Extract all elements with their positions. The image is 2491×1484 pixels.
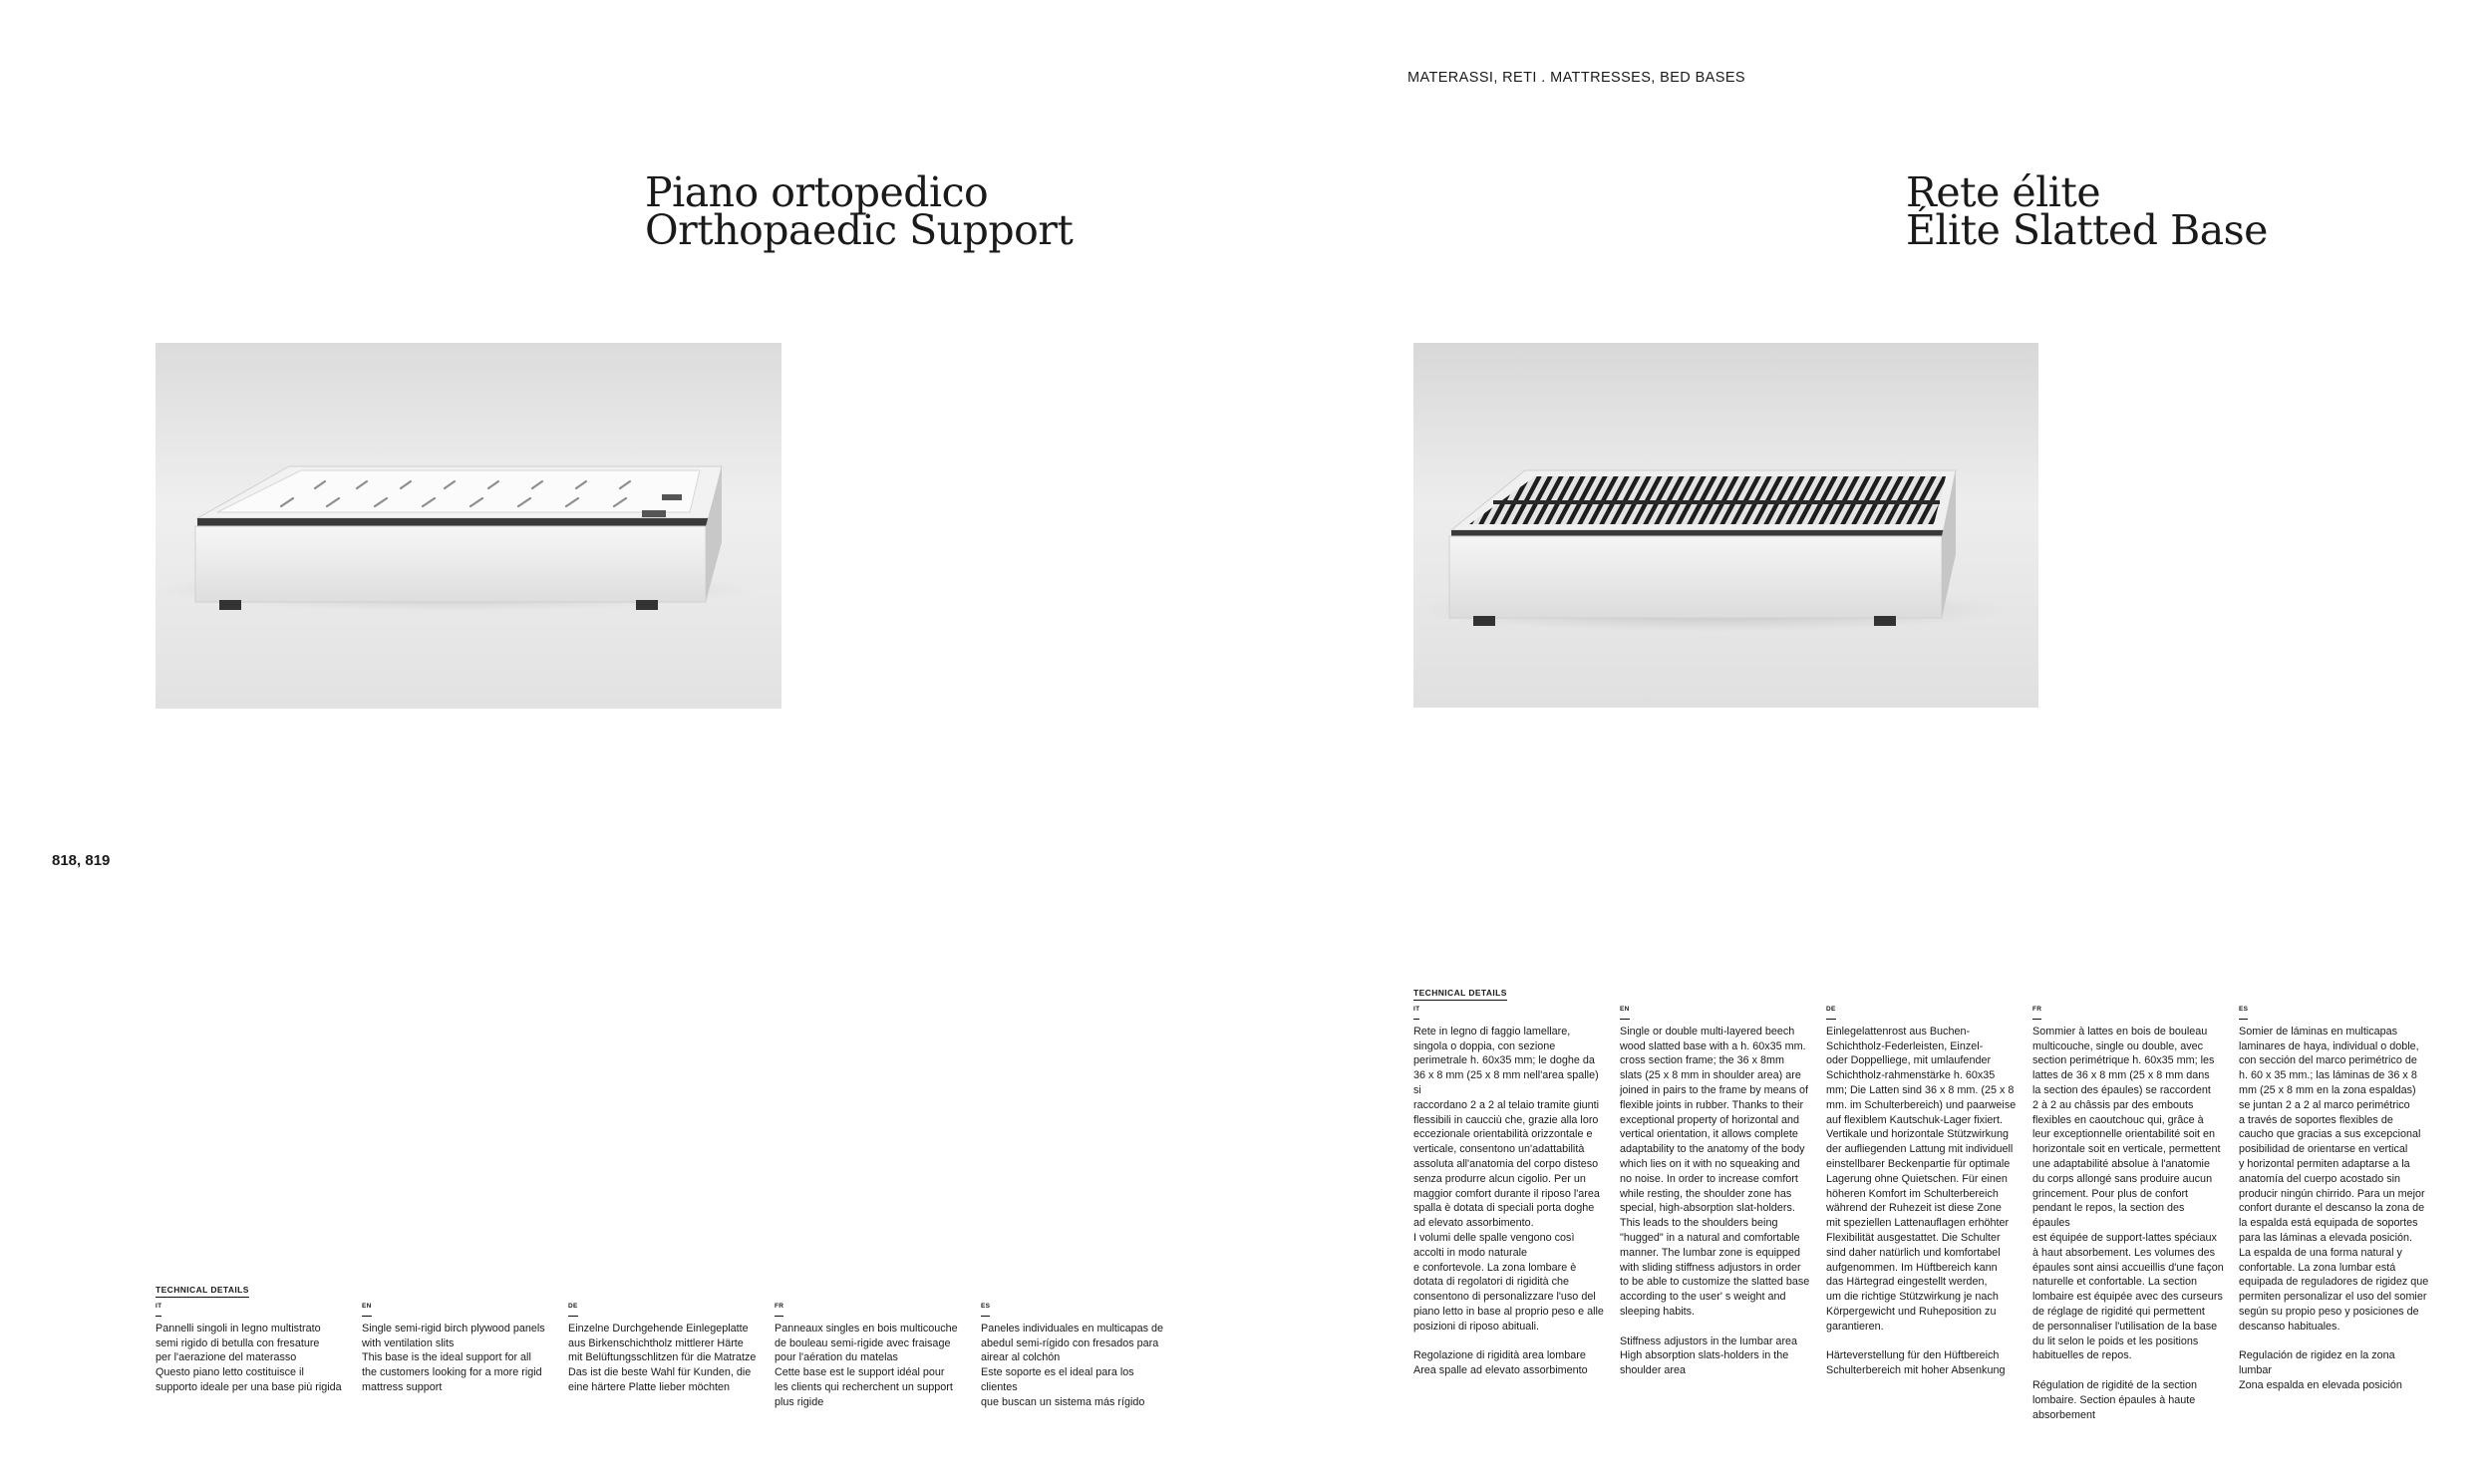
left-col-de xyxy=(568,1298,760,1395)
right-technical-label: TECHNICAL DETAILS xyxy=(1413,988,1507,1001)
column-extra: Stiffness adjustors in the lumbar area High absorption slats-holders in the shoulder area xyxy=(1620,1335,1798,1377)
left-technical-details xyxy=(156,1280,249,1298)
lang-label: DE xyxy=(1826,1003,1836,1020)
column-text: Panneaux singles en bois multicouche de bouleau semi-rigide avec fraisage pour l'aération du matelas Cette base est le support idéal pour les clients qui recherchent un support plus rigide xyxy=(775,1322,958,1408)
lang-label: IT xyxy=(156,1300,161,1317)
column-text: Rete in legno di faggio lamellare, singola o doppia, con sezione perimetrale h. 60x35 mm; le doghe da 36 x 8 mm (25 x 8 mm nell'area spalle) si raccordano 2 a 2 al telaio tramite giunti flessibili in caucciù che, grazie alla loro eccezionale orientabilità orizzontale e verticale, consentono un'adattabilità assoluta all'anatomia del corpo disteso senza produrre alcun cigolio. Per un maggior comfort durante il riposo l'area spalla è dotata di speciali porta doghe ad elevato assorbimento. I volumi delle spalle vengono così accolti in modo naturale e confortevole. La zona lombare è dotata di regolatori di rigidità che consentono di personalizzare l'uso del piano letto in base al proprio peso e alle posizioni di riposo abituali. xyxy=(1413,1025,1604,1333)
column-extra: Härteverstellung für den Hüftbereich Schulterbereich mit hoher Absenkung xyxy=(1826,1349,2006,1377)
column-text: Single or double multi-layered beech wood slatted base with a h. 60x35 mm. cross section frame; the 36 x 8mm slats (25 x 8 mm in shoulder area) are joined in pairs to the frame by means of flexible joints in rubber. Thanks to their exceptional property of horizontal and vertical orientation, it allows complete adaptability to the anatomy of the body which lies on it with no squeaking and no noise. In order to increase comfort while resting, the shoulder zone has special, high-absorption slat-holders. This leads to the shoulders being "hugged" in a natural and comfortable manner. The lumbar zone is equipped with sliding stiffness adjustors in order to be able to customize the slatted base according to the user' s weight and sleeping habits. xyxy=(1620,1025,1810,1318)
elite-slatted-base-photo xyxy=(1413,343,2038,708)
right-col-fr xyxy=(2032,1001,2224,1422)
column-extra: Regolazione di rigidità area lombare Area spalle ad elevato assorbimento xyxy=(1413,1349,1588,1377)
orthopaedic-support-photo xyxy=(156,343,781,709)
column-text: Pannelli singoli in legno multistrato semi rigido di betulla con fresature per l'aerazione del materasso Questo piano letto costituisce il supporto ideale per una base più rigida xyxy=(156,1322,342,1393)
right-col-en xyxy=(1620,1001,1811,1378)
left-technical-label: TECHNICAL DETAILS xyxy=(156,1285,249,1298)
column-text: Single semi-rigid birch plywood panels with ventilation slits This base is the ideal support for all the customers looking for a more rigid mattress support xyxy=(362,1322,545,1393)
lang-label: FR xyxy=(2032,1003,2041,1020)
left-title-en: Orthopaedic Support xyxy=(645,206,1074,254)
left-title xyxy=(645,168,1074,254)
right-col-de xyxy=(1826,1001,2018,1378)
right-technical-details xyxy=(1413,983,1507,1001)
column-extra: Regulación de rigidez en la zona lumbar Zona espalda en elevada posición xyxy=(2239,1349,2402,1391)
left-col-it xyxy=(156,1298,347,1395)
right-title-it: Rete élite xyxy=(1906,168,2101,216)
column-text: Somier de láminas en multicapas laminares de haya, individual o doble, con sección del marco perimétrico de h. 60 x 35 mm.; las láminas de 36 x 8 mm (25 x 8 mm en la zona espaldas) se juntan 2 a 2 al marco perimétrico a través de soportes flexibles de caucho que gracias a sus excepcional posibilidad de orientarse en vertical y horizontal permiten adaptarse a la anatomía del cuerpo acostado sin producir ningún chirrido. Para un mejor confort durante el descanso la zona de la espalda está equipada de soportes para las láminas a elevada posición. La espalda de una forma natural y confortable. La zona lumbar está equipada de reguladores de rigidez que permiten personalizar el uso del somier según su propio peso y posiciones de descanso habituales. xyxy=(2239,1025,2429,1333)
right-col-es xyxy=(2239,1001,2430,1393)
right-title-en: Élite Slatted Base xyxy=(1906,206,2268,254)
column-text: Sommier à lattes en bois de bouleau multicouche, single ou double, avec section perimétrique h. 60x35 mm; les lattes de 36 x 8 mm (25 x 8 mm dans la section des épaules) se raccordent 2 à 2 au châssis par des embouts flexibles en caoutchouc qui, grâce à leur exceptionnelle orientabilité soit en horizontale soit en verticale, permettent une adaptabilité absolue à l'anatomie du corps allongé sans produire aucun grincement. Pour plus de confort pendant le repos, la section des épaules est équipée de support-lattes spéciaux à haut absorbement. Les volumes des épaules sont ainsi accueillis d'une façon naturelle et confortable. La section lombaire est équipée avec des curseurs de réglage de rigidité qui permettent de personnaliser l'utilisation de la base du lit selon le poids et les positions habituelles de repos. xyxy=(2032,1025,2224,1362)
lang-label: EN xyxy=(362,1300,372,1317)
column-text: Einzelne Durchgehende Einlegeplatte aus Birkenschichtholz mittlerer Härte mit Belüftungsschlitzen für die Matratze Das ist die beste Wahl für Kunden, die eine härtere Platte lieber möchten xyxy=(568,1322,757,1393)
left-col-en xyxy=(362,1298,553,1395)
right-col-it xyxy=(1413,1001,1605,1378)
orthopaedic-support-illustration xyxy=(156,343,781,709)
lang-label: IT xyxy=(1413,1003,1419,1020)
lang-label: EN xyxy=(1620,1003,1630,1020)
page-numbers: 818, 819 xyxy=(52,852,111,869)
lang-label: ES xyxy=(981,1300,990,1317)
section-header: MATERASSI, RETI . MATTRESSES, BED BASES xyxy=(1407,70,1745,86)
lang-label: FR xyxy=(775,1300,783,1317)
left-col-es xyxy=(981,1298,1172,1410)
column-extra: Régulation de rigidité de la section lombaire. Section épaules à haute absorbement xyxy=(2032,1378,2198,1421)
elite-slatted-base-illustration xyxy=(1413,343,2038,708)
lang-label: ES xyxy=(2239,1003,2248,1020)
left-title-it: Piano ortopedico xyxy=(645,168,989,216)
column-text: Paneles individuales en multicapas de abedul semi-rígido con fresados para airear al colchón Este soporte es el ideal para los clientes que buscan un sistema más rígido xyxy=(981,1322,1164,1408)
lang-label: DE xyxy=(568,1300,578,1317)
right-title xyxy=(1906,168,2268,254)
left-col-fr xyxy=(775,1298,966,1410)
column-text: Einlegelattenrost aus Buchen- Schichtholz-Federleisten, Einzel- oder Doppelliege, mit umlaufender Schichtholz-rahmenstärke h. 60x35 mm; Die Latten sind 36 x 8 mm. (25 x 8 mm. im Schulterbereich) und paarweise auf flexiblem Kautschuk-Lager fixiert. Vertikale und horizontale Stützwirkung der aufliegenden Lattung mit individuell einstellbarer Beckenpartie für optimale Lagerung ohne Quietschen. Für einen höheren Komfort im Schulterbereich während der Ruhezeit ist diese Zone mit speziellen Lattenauflagen erhöhter Flexibilität ausgestattet. Die Schulter sind daher natürlich und komfortabel aufgenommen. Im Hüftbereich kann das Härtegrad eingestellt werden, um die richtige Stützwirkung je nach Körpergewicht und Ruheposition zu garantieren. xyxy=(1826,1025,2017,1333)
